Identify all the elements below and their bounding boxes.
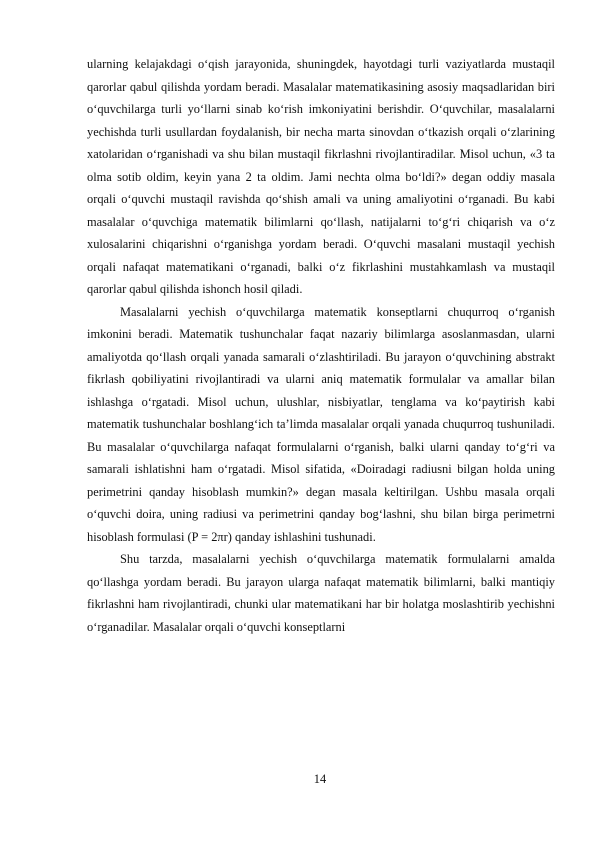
paragraph-continued: ularning kelajakdagi o‘qish jarayonida, shuningdek, hayotdagi turli vaziyatlarda mustaqil qarorlar qabul qilishda yordam beradi. Masalalar matematikasining asosiy maqsadlaridan biri o‘quvchilarga turli yo‘llarni sinab ko‘rish imkoniyatini berishdir. O‘quvchilar, masalalarni yechishda turli usullardan foydalanish, bir necha marta sinovdan o‘tkazish orqali o‘zlarining xatolaridan o‘rganishadi va shu bilan mustaqil fikrlashni rivojlantiradilar. Misol uchun, «3 ta olma sotib oldim, keyin yana 2 ta oldim. Jami nechta olma bo‘ldi?» degan oddiy masala orqali o‘quvchi mustaqil ravishda qo‘shish amali va uning amaliyotini o‘rganadi. Bu kabi masalalar o‘quvchiga matematik bilimlarni qo‘llash, natijalarni to‘g‘ri chiqarish va o‘z xulosalarini chiqarishni o‘rganishga yordam beradi. O‘quvchi masalani mustaqil yechish orqali nafaqat matematikani o‘rganadi, balki o‘z fikrlashini mustahkamlash va mustaqil qarorlar qabul qilishda ishonch hosil qiladi. <box>87 57 555 296</box>
page-body <box>87 53 555 638</box>
page-number: 14 <box>313 772 327 786</box>
paragraph-problem-solving-concepts: Masalalarni yechish o‘quvchilarga matematik konseptlarni chuqurroq o‘rganish imkonini beradi. Matematik tushunchalar faqat nazariy bilimlarga asoslanmasdan, ularni amaliyotda qo‘llash orqali yanada samarali o‘zlashtiriladi. Bu jarayon o‘quvchining abstrakt fikrlash qobiliyatini rivojlantiradi va ularni aniq matematik formulalar va amallar bilan ishlashga o‘rgatadi. Misol uchun, ulushlar, nisbiyatlar, tenglama va ko‘paytirish kabi matematik tushunchalar boshlang‘ich ta’limda masalalar orqali yanada chuqurroq tushuniladi. Bu masalalar o‘quvchilarga nafaqat formulalarni o‘rganish, balki ularni qanday to‘g‘ri va samarali ishlatishni ham o‘rgatadi. Misol sifatida, «Doiradagi radiusni bilgan holda uning perimetrini qanday hisoblash mumkin?» degan masala keltirilgan. Ushbu masala orqali o‘quvchi doira, uning radiusi va perimetrini qanday bog‘lashni, shu bilan birga perimetrni hisoblash formulasi (P = 2πr) qanday ishlashini tushunadi. <box>87 304 555 544</box>
paragraph-applying-formulas: Shu tarzda, masalalarni yechish o‘quvchilarga matematik formulalarni amalda qo‘llashga yordam beradi. Bu jarayon ularga nafaqat matematik bilimlarni, balki mantiqiy fikrlashni ham rivojlantiradi, chunki ular matematikani har bir holatga moslashtirib yechishni o‘rganadilar. Masalalar orqali o‘quvchi konseptlarni <box>87 552 555 634</box>
